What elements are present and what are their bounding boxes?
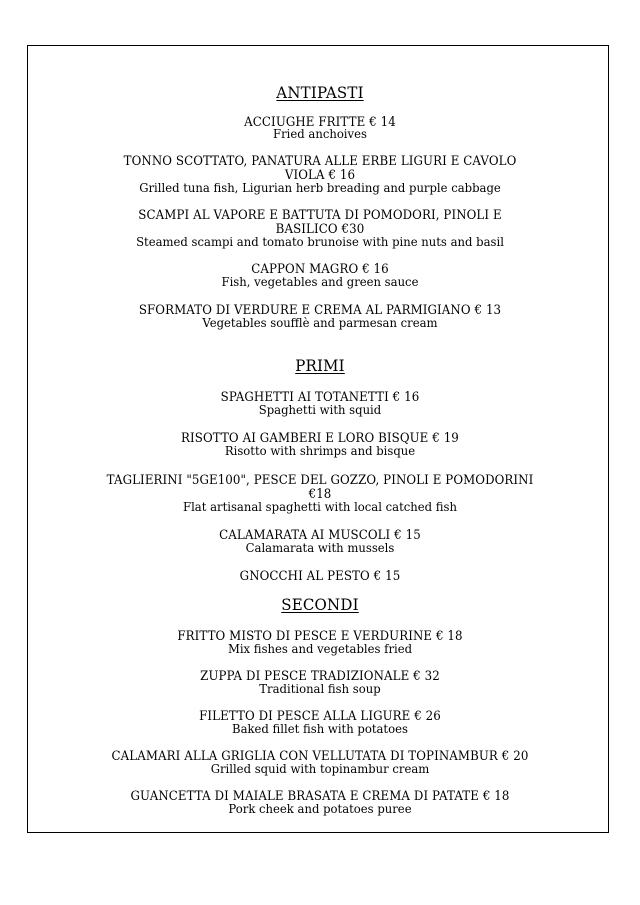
menu-item-name: TAGLIERINI "5GE100", PESCE DEL GOZZO, PINOLI E POMODORINI [106, 472, 534, 487]
menu-item-name: FILETTO DI PESCE ALLA LIGURE € 26 [199, 708, 441, 723]
menu-item-description: Fried anchoives [273, 126, 367, 141]
menu-item-name-continued: BASILICO €30 [275, 221, 365, 236]
section-title-antipasti: ANTIPASTI [276, 83, 364, 102]
menu-item-name: ACCIUGHE FRITTE € 14 [244, 114, 396, 129]
menu-item-name: GUANCETTA DI MAIALE BRASATA E CREMA DI PATATE € 18 [130, 788, 510, 803]
menu-item-name-continued: VIOLA € 16 [284, 167, 356, 182]
menu-item-description: Grilled squid with topinambur cream [210, 761, 430, 776]
menu-item-description: Spaghetti with squid [258, 402, 382, 417]
menu-item-description: Vegetables soufflè and parmesan cream [202, 315, 438, 330]
menu-item-name: SFORMATO DI VERDURE E CREMA AL PARMIGIANO € 13 [138, 302, 502, 317]
menu-item-description: Traditional fish soup [259, 681, 381, 696]
section-title-secondi: SECONDI [281, 595, 359, 614]
menu-item-name: SPAGHETTI AI TOTANETTI € 16 [220, 389, 420, 404]
menu-item-name: CALAMARATA AI MUSCOLI € 15 [219, 527, 421, 542]
menu-item-name: FRITTO MISTO DI PESCE E VERDURINE € 18 [177, 628, 463, 643]
menu-item-name-continued: €18 [308, 486, 332, 501]
menu-item-description: Fish, vegetables and green sauce [221, 274, 419, 289]
menu-item-name: ZUPPA DI PESCE TRADIZIONALE € 32 [200, 668, 440, 683]
menu-item-name: SCAMPI AL VAPORE E BATTUTA DI POMODORI, PINOLI E [138, 207, 502, 222]
section-title-primi: PRIMI [295, 356, 345, 375]
menu-item-name: RISOTTO AI GAMBERI E LORO BISQUE € 19 [181, 430, 459, 445]
menu-item-name: CALAMARI ALLA GRIGLIA CON VELLUTATA DI TOPINAMBUR € 20 [111, 748, 529, 763]
menu-item-description: Grilled tuna fish, Ligurian herb breading and purple cabbage [139, 180, 501, 195]
menu-item-description: Pork cheek and potatoes puree [228, 801, 412, 816]
menu-item-name: CAPPON MAGRO € 16 [251, 261, 389, 276]
menu-item-description: Baked fillet fish with potatoes [232, 721, 408, 736]
menu-item-description: Risotto with shrimps and bisque [224, 443, 416, 458]
menu-item-description: Calamarata with mussels [245, 540, 395, 555]
menu-item-description: Flat artisanal spaghetti with local catched fish [183, 499, 457, 514]
menu-item-name: TONNO SCOTTATO, PANATURA ALLE ERBE LIGURI E CAVOLO [123, 153, 517, 168]
menu-item-name: GNOCCHI AL PESTO € 15 [239, 568, 401, 583]
menu-item-description: Mix fishes and vegetables fried [227, 641, 413, 656]
menu-item-description: Steamed scampi and tomato brunoise with pine nuts and basil [136, 234, 504, 249]
